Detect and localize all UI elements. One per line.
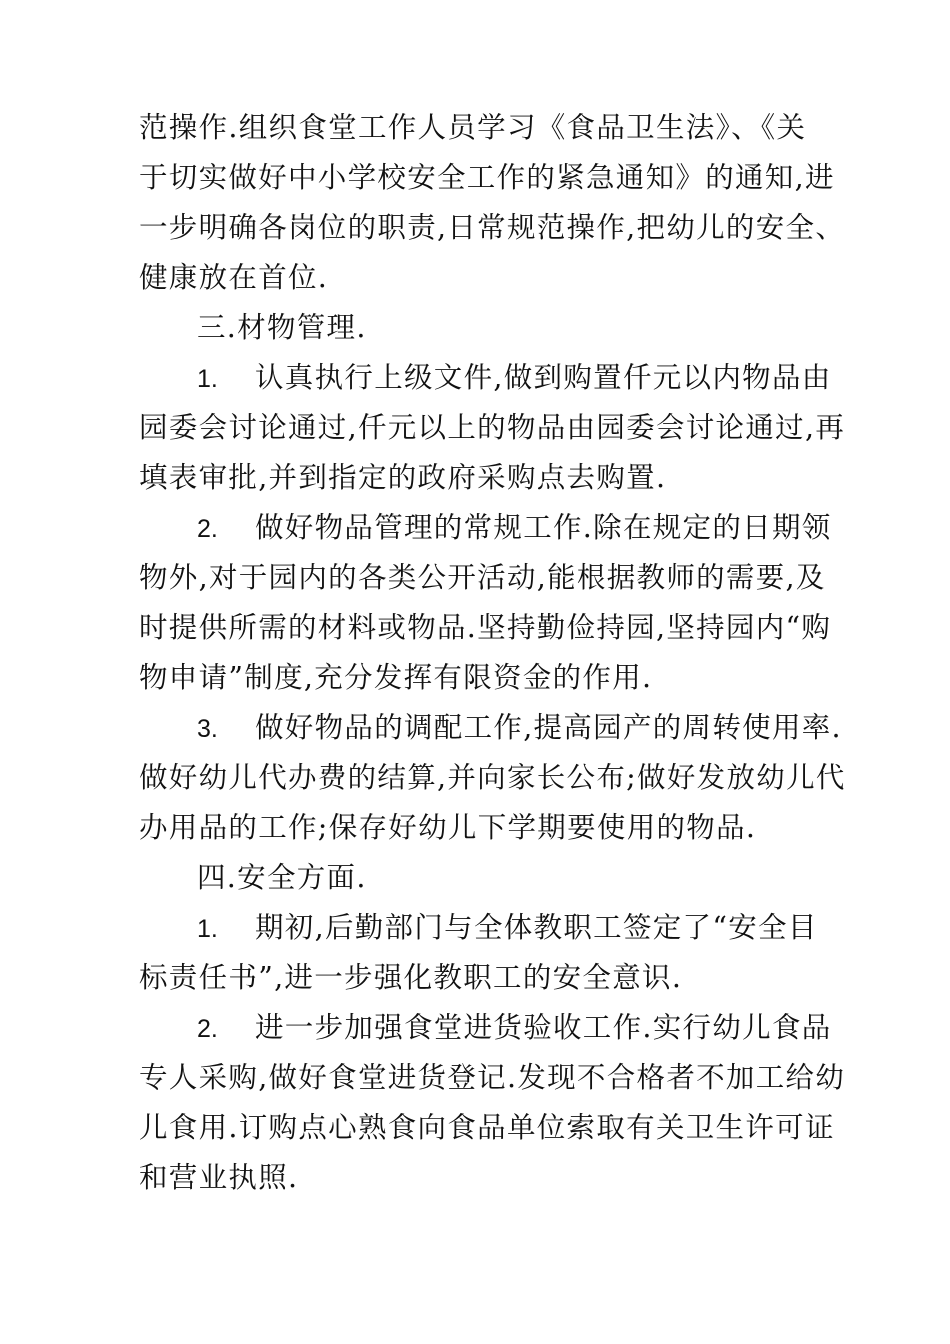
- numbered-item: [197, 1008, 877, 1049]
- item-number: 1.: [197, 365, 218, 393]
- item-text: 做好物品的调配工作,提高园产的周转使用率.: [255, 711, 842, 744]
- text-line: 时提供所需的材料或物品.坚持勤俭持园,坚持园内“购: [139, 611, 832, 644]
- item-number: 2.: [197, 515, 218, 543]
- section-heading: 三.材物管理.: [197, 311, 367, 344]
- item-text: 认真执行上级文件,做到购置仟元以内物品由: [255, 361, 832, 394]
- text-line: 标责任书”,进一步强化教职工的安全意识.: [139, 961, 683, 994]
- text-line: 物外,对于园内的各类公开活动,能根据教师的需要,及: [139, 561, 826, 594]
- item-number: 1.: [197, 915, 218, 943]
- text-line: 专人采购,做好食堂进货登记.发现不合格者不加工给幼: [139, 1061, 846, 1094]
- text-line: 和营业执照.: [139, 1161, 299, 1194]
- text-line: 健康放在首位.: [139, 261, 329, 294]
- numbered-item: [197, 708, 877, 749]
- text-line: 做好幼儿代办费的结算,并向家长公布;做好发放幼儿代: [139, 761, 846, 794]
- text-line: 于切实做好中小学校安全工作的紧急通知》的通知,进: [139, 161, 835, 194]
- item-text: 期初,后勤部门与全体教职工签定了“安全目: [255, 911, 818, 944]
- text-line: 物申请”制度,充分发挥有限资金的作用.: [139, 661, 653, 694]
- text-line: 园委会讨论通过,仟元以上的物品由园委会讨论通过,再: [139, 411, 846, 444]
- text-line: 范操作.组织食堂工作人员学习《食品卫生法》、《关: [139, 111, 807, 144]
- section-heading: 四.安全方面.: [197, 861, 367, 894]
- item-text: 做好物品管理的常规工作.除在规定的日期领: [255, 511, 832, 544]
- item-number: 2.: [197, 1015, 218, 1043]
- numbered-item: [197, 908, 877, 949]
- numbered-item: [197, 358, 877, 399]
- item-text: 进一步加强食堂进货验收工作.实行幼儿食品: [255, 1011, 832, 1044]
- text-line: 儿食用.订购点心熟食向食品单位索取有关卫生许可证: [139, 1111, 835, 1144]
- numbered-item: [197, 508, 877, 549]
- text-line: 办用品的工作;保存好幼儿下学期要使用的物品.: [139, 811, 757, 844]
- item-number: 3.: [197, 715, 218, 743]
- text-line: 填表审批,并到指定的政府采购点去购置.: [139, 461, 667, 494]
- text-line: 一步明确各岗位的职责,日常规范操作,把幼儿的安全、: [139, 211, 846, 244]
